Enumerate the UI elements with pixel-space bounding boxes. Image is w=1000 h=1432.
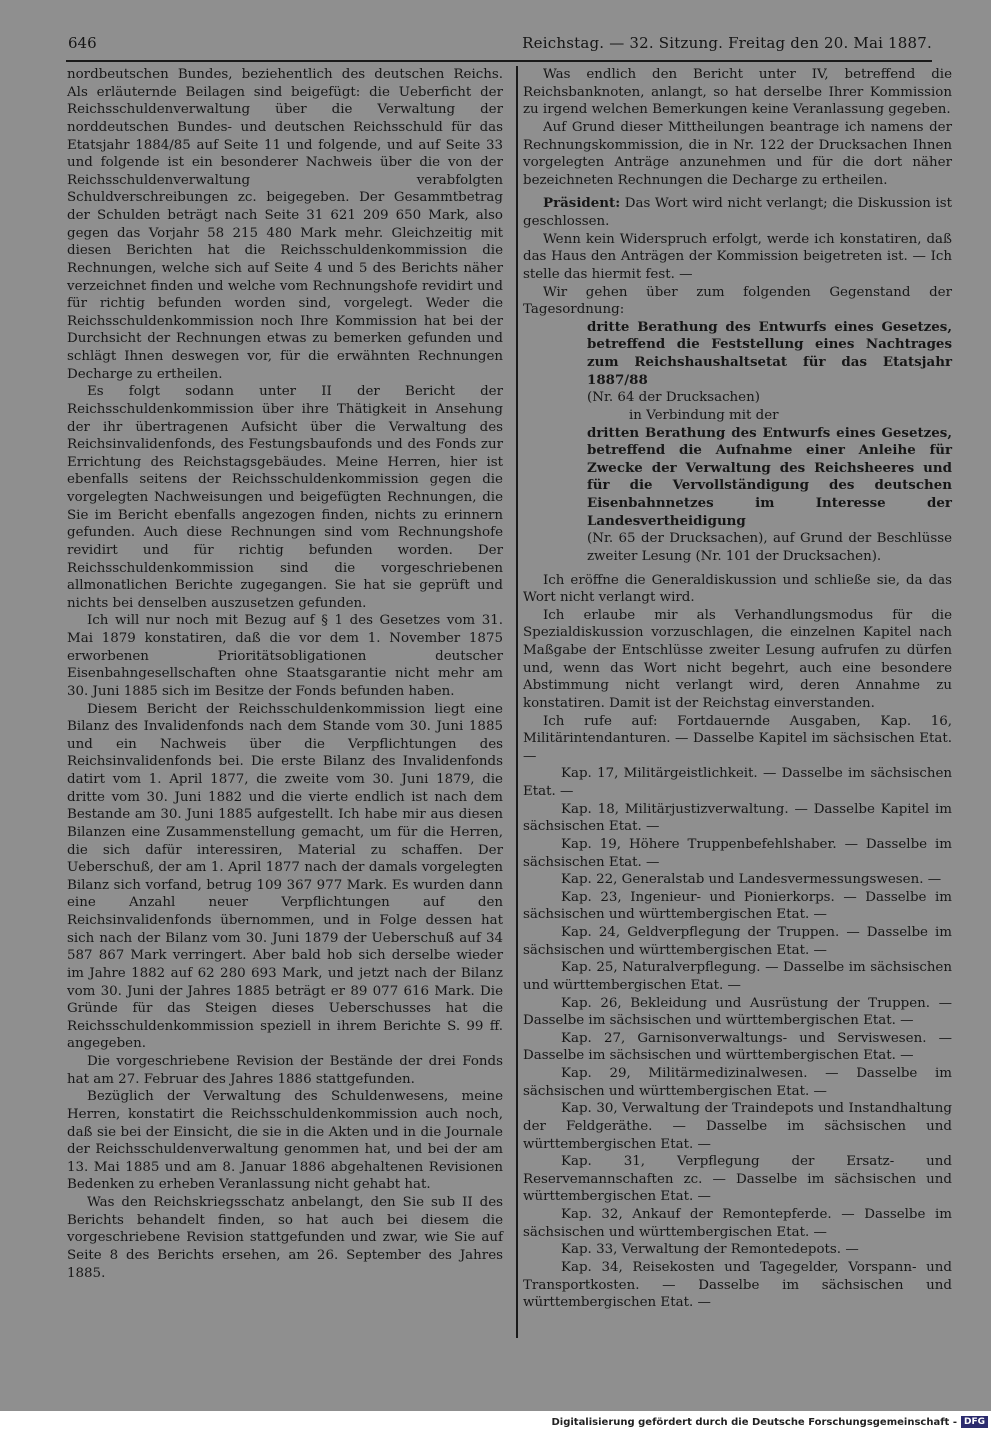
column-divider (516, 66, 518, 1338)
footer-text: Digitalisierung gefördert durch die Deutsche Forschungsgemeinschaft - (551, 1417, 957, 1428)
paragraph: Ich erlaube mir als Verhandlungsmodus für die Spezialdiskussion vorzuschlagen, die einzelnen Kapitel nach Maßgabe der Entschlüsse zweiter Lesung aufrufen zu dürfen und, wenn das Wort nicht begehrt, auch eine besondere Abstimmung nicht verlangt wird, deren Annahme zu konstatiren. Damit ist der Reichstag einverstanden. (523, 607, 952, 711)
kapitel-entry: Kap. 26, Bekleidung und Ausrüstung der Truppen. — Dasselbe im sächsischen und württembergischen Etat. — (523, 995, 952, 1029)
running-head: Reichstag. — 32. Sitzung. Freitag den 20. Mai 1887. (522, 34, 932, 52)
kapitel-entry: Kap. 25, Naturalverpflegung. — Dasselbe im sächsischen und württembergischen Etat. — (523, 960, 952, 993)
paragraph: Ich will nur noch mit Bezug auf § 1 des Gesetzes vom 31. Mai 1879 konstatiren, daß die vor dem 1. November 1875 erworbenen Prioritätsobligationen deutscher Eisenbahngesellschaften ohne Staatsgarantie nicht mehr am 30. Juni 1885 sich im Besitze der Fonds befunden haben. (67, 613, 503, 699)
scan-edge (991, 0, 1000, 1411)
paragraph: Ich eröffne die Generaldiskussion und schließe sie, da das Wort nicht verlangt wird. (523, 572, 952, 606)
right-column (523, 66, 952, 1312)
agenda-reference: (Nr. 64 der Drucksachen) (587, 390, 760, 406)
paragraph: Was den Reichskriegsschatz anbelangt, den Sie sub II des Berichts behandelt finden, so hat auch bei diesem die vorgeschriebene Revision stattgefunden und zwar, wie Sie auf Seite 8 des Berichts ersehen, am 26. September des Jahres 1885. (67, 1195, 503, 1281)
agenda-reference: (Nr. 65 der Drucksachen), auf Grund der Beschlüsse zweiter Lesung (Nr. 101 der Drucksachen). (587, 531, 952, 564)
page-number: 646 (68, 34, 97, 52)
kapitel-entry: Kap. 18, Militärjustizverwaltung. — Dasselbe Kapitel im sächsischen Etat. — (523, 801, 952, 835)
kapitel-entry: Kap. 30, Verwaltung der Traindepots und Instandhaltung der Feldgeräthe. — Dasselbe im sächsischen und württembergischen Etat. — (523, 1101, 952, 1152)
paragraph: Wenn kein Widerspruch erfolgt, werde ich konstatiren, daß das Haus den Anträgen der Kommission beigetreten ist. — Ich stelle das hiermit fest. — (523, 231, 952, 282)
left-column (67, 66, 503, 1282)
paragraph: Was endlich den Bericht unter IV, betreffend die Reichsbanknoten, anlangt, so hat derselbe Ihrer Kommission zu irgend welchen Bemerkungen keine Veranlassung gegeben. (523, 67, 952, 118)
paragraph: Wir gehen über zum folgenden Gegenstand der Tagesordnung: (523, 284, 952, 318)
dfg-logo: DFG (961, 1416, 988, 1428)
paragraph: Es folgt sodann unter II der Bericht der Reichsschuldenkommission über ihre Thätigkeit in Ansehung der ihr übertragenen Aufsicht über die Verwaltung des Reichsinvalidenfonds, des Festungsbaufonds und des Fonds zur Errichtung des Reichstagsgebäudes. Meine Herren, hier ist ebenfalls seitens der Reichsschuldenkommission gegen die vorgelegten Nachweisungen und beigefügten Rechnungen, die Sie im Bericht ebenfalls angezogen finden, nichts zu erinnern gefunden. Auch diese Rechnungen sind vom Rechnungshofe revidirt und für richtig befunden worden. Der Reichsschuldenkommission sind die vorgeschriebenen allmonatlichen Berichte zugegangen. Sie hat sie geprüft und nichts bei denselben auszusetzen gefunden. (67, 384, 503, 611)
agenda-item (587, 319, 952, 566)
footer-credit (551, 1416, 988, 1428)
speaker-label: Präsident: (543, 195, 621, 212)
statement-text: Das Wort wird nicht verlangt; die Diskussion ist geschlossen. (523, 196, 952, 229)
agenda-connector: in Verbindung mit der (629, 407, 779, 423)
agenda-title: dritten Berathung des Entwurfs eines Gesetzes, betreffend die Aufnahme einer Anleihe für Zwecke der Verwaltung des Reichsheeres und für die Vervollständigung des deutschen Eisenbahnnetzes im Interesse der Landesvertheidigung (587, 424, 952, 529)
kapitel-entry: Kap. 34, Reisekosten und Tagegelder, Vorspann- und Transportkosten. — Dasselbe im sächsischen und württembergischen Etat. — (523, 1259, 952, 1311)
kapitel-entry: Kap. 24, Geldverpflegung der Truppen. — Dasselbe im sächsischen und württembergischen Etat. — (523, 925, 952, 958)
kapitel-entry: Kap. 19, Höhere Truppenbefehlshaber. — Dasselbe im sächsischen Etat. — (523, 836, 952, 870)
kapitel-entry: Kap. 17, Militärgeistlichkeit. — Dasselbe im sächsischen Etat. — (523, 766, 952, 799)
kapitel-entry: Kap. 33, Verwaltung der Remontedepots. — (561, 1242, 859, 1258)
kapitel-entry: Kap. 22, Generalstab und Landesvermessungswesen. — (561, 872, 942, 888)
kapitel-entry: Kap. 32, Ankauf der Remontepferde. — Dasselbe im sächsischen und württembergischen Etat. — (523, 1207, 952, 1240)
header-rule (66, 60, 932, 62)
paragraph: Diesem Bericht der Reichsschuldenkommission liegt eine Bilanz des Invalidenfonds nach dem Stande vom 30. Juni 1885 und ein Nachweis über die Verpflichtungen des Reichsinvalidenfonds bei. Die erste Bilanz des Invalidenfonds datirt vom 1. April 1877, die zweite vom 30. Juni 1879, die dritte vom 30. Juni 1882 und die vierte endlich ist nach dem Bestande am 30. Juni 1885 aufgestellt. Ich habe mir aus diesen Bilanzen eine Zusammenstellung gemacht, um für die Herren, die sich dafür interessiren, Material zu schaffen. Der Ueberschuß, der am 1. April 1877 nach der damals vorgelegten Bilanz sich vorfand, betrug 109 367 977 Mark. Es wurden dann eine Anzahl neuer Verpflichtungen auf den Reichsinvalidenfonds übernommen, und in Folge dessen hat sich nach der Bilanz vom 30. Juni 1879 der Ueberschuß auf 34 587 867 Mark verringert. Aber bald hob sich derselbe wieder im Jahre 1882 auf 62 280 693 Mark, und jetzt nach der Bilanz vom 30. Juni der Jahres 1885 beträgt er 89 077 616 Mark. Die Gründe für das Steigen dieses Ueberschusses hat die Reichsschuldenkommission speziell in ihrem Berichte S. 99 ff. angegeben. (67, 701, 503, 1052)
president-statement (523, 195, 952, 230)
paragraph: Bezüglich der Verwaltung des Schuldenwesens, meine Herren, konstatirt die Reichsschuldenkommission auch noch, daß sie bei der Einsicht, die sie in die Akten und in die Journale der Reichsschuldenverwaltung genommen hat, und bei der am 13. Mai 1885 und am 8. Januar 1886 abgehaltenen Revisionen Bedenken zu erheben Veranlassung nicht gehabt hat. (67, 1089, 503, 1193)
paragraph: Die vorgeschriebene Revision der Bestände der drei Fonds hat am 27. Februar des Jahres 1886 stattgefunden. (67, 1054, 503, 1087)
paragraph: nordbeutschen Bundes, beziehentlich des deutschen Reichs. Als erläuternde Beilagen sind beigefügt: die Ueberficht der Reichsschuldenverwaltung über die Verwaltung der norddeutschen Bundes- und deutschen Reichsschuld für das Etatsjahr 1884/85 auf Seite 11 und folgende, und auf Seite 33 und folgende ist ein besonderer Nachweis über die von der Reichsschuldenverwaltung verabfolgten Schuldverschreibungen zc. beigegeben. Der Gesammtbetrag der Schulden beträgt nach Seite 31 621 209 650 Mark, also gegen das Vorjahr 58 215 480 Mark mehr. Gleichzeitig mit diesen Berichten hat die Reichsschuldenkommission die Rechnungen, welche sich auf Seite 4 und 5 des Berichts näher verzeichnet finden und welche vom Rechnungshofe revidirt und für richtig befunden worden sind, vorgelegt. Weder die Reichsschuldenkommission noch Ihre Kommission hat bei der Durchsicht der Rechnungen etwas zu bemerken gefunden und schlägt Ihnen deswegen vor, für die erwähnten Rechnungen Decharge zu ertheilen. (67, 67, 503, 382)
paragraph: Auf Grund dieser Mittheilungen beantrage ich namens der Rechnungskommission, die in Nr. 122 der Drucksachen Ihnen vorgelegten Anträge anzunehmen und für die dort näher bezeichneten Rechnungen die Decharge zu ertheilen. (523, 119, 952, 188)
kapitel-entry: Kap. 23, Ingenieur- und Pionierkorps. — Dasselbe im sächsischen und württembergischen Etat. — (523, 889, 952, 923)
kapitel-entry: Kap. 29, Militärmedizinalwesen. — Dasselbe im sächsischen und württembergischen Etat. — (523, 1066, 952, 1099)
agenda-title: dritte Berathung des Entwurfs eines Gesetzes, betreffend die Feststellung eines Nachtrages zum Reichshaushaltsetat für das Etatsjahr 1887/88 (587, 318, 952, 388)
paragraph: Ich rufe auf: Fortdauernde Ausgaben, Kap. 16, Militärintendanturen. — Dasselbe Kapitel im sächsischen Etat. — (523, 713, 952, 764)
kapitel-entry: Kap. 31, Verpflegung der Ersatz- und Reservemannschaften zc. — Dasselbe im sächsischen und württembergischen Etat. — (523, 1154, 952, 1205)
kapitel-entry: Kap. 27, Garnisonverwaltungs- und Serviswesen. — Dasselbe im sächsischen und württembergischen Etat. — (523, 1030, 952, 1064)
page-header (68, 34, 932, 58)
